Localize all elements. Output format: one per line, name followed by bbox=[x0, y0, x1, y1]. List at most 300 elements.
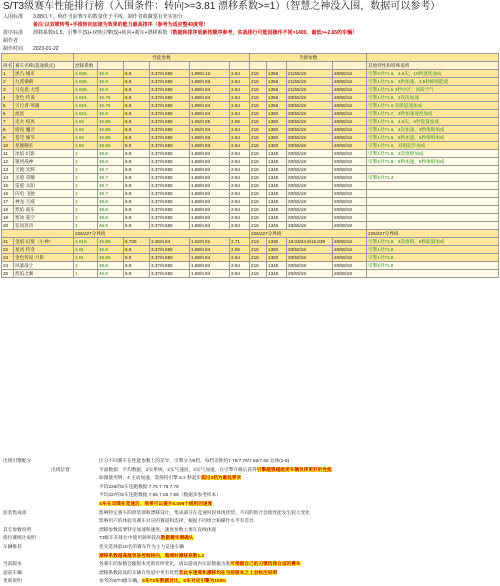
param-cell: 20/55/18 bbox=[287, 94, 333, 102]
param-cell: 1350 bbox=[267, 126, 287, 134]
param-cell: 1.018 bbox=[74, 238, 98, 246]
param-cell: 1355 bbox=[267, 94, 287, 102]
param-cell: 1.88/0.94 bbox=[190, 262, 230, 270]
param-cell: 2.64 bbox=[230, 134, 250, 142]
car-name-cell: 圣骑·荣耀 bbox=[14, 174, 74, 182]
table-row bbox=[2, 126, 499, 134]
param-cell: 6.9 bbox=[124, 70, 150, 78]
table-row bbox=[2, 94, 499, 102]
param-cell: 2.64 bbox=[230, 190, 250, 198]
param-cell: 1.025 bbox=[74, 70, 98, 78]
param-cell: 46.5 bbox=[98, 150, 124, 158]
note-line bbox=[1, 474, 499, 483]
param-cell: 216 bbox=[250, 150, 267, 158]
rank-cell: 25 bbox=[2, 270, 14, 278]
rank-cell: 24 bbox=[2, 262, 14, 270]
param-cell: 6.9 bbox=[124, 270, 150, 278]
param-cell: 20/50/18 bbox=[333, 238, 367, 246]
param-cell: 1345 bbox=[267, 166, 287, 174]
param-cell: 3.37/0.655 bbox=[150, 102, 190, 110]
param-cell: 6.9 bbox=[124, 262, 150, 270]
param-cell: 1350 bbox=[267, 142, 287, 150]
param-cell: 215 bbox=[250, 118, 267, 126]
param-cell: 2.64 bbox=[230, 142, 250, 150]
param-cell: 1.88/0.94 bbox=[190, 174, 230, 182]
note-text: T3级车在排位中使用频率较高 bbox=[99, 535, 161, 541]
column-header bbox=[333, 62, 367, 70]
param-cell: 2.64 bbox=[230, 206, 250, 214]
param-cell: 216 bbox=[250, 102, 267, 110]
param-cell: 20/55/18 bbox=[287, 126, 333, 134]
note-text: 影响用户的体验及赛车对应的赛道和选择，根据不同组合和操作水平有差异 bbox=[99, 518, 254, 524]
param-cell: 2.64 bbox=[230, 150, 250, 158]
meta-line bbox=[0, 45, 500, 53]
rank-cell: 12 bbox=[2, 158, 14, 166]
note-label: 排位赛统计说明 bbox=[3, 535, 36, 541]
param-cell: 21/55/19 bbox=[287, 86, 333, 94]
table-row bbox=[2, 262, 499, 270]
param-cell: 46.55 bbox=[98, 126, 124, 134]
table-row bbox=[2, 230, 499, 238]
param-cell: 215 bbox=[250, 142, 267, 150]
param-cell: 46.75 bbox=[98, 102, 124, 110]
param-cell: 1.88/0.94 bbox=[190, 110, 230, 118]
car-name-cell: 暗夜·魔刃 bbox=[14, 126, 74, 134]
car-name-cell: 苍穹·修罗 bbox=[14, 134, 74, 142]
table-row bbox=[2, 182, 499, 190]
car-name-cell: 流星 bbox=[14, 110, 74, 118]
param-cell: 6.9 bbox=[124, 110, 150, 118]
param-cell: 2.65 bbox=[230, 246, 250, 254]
param-cell: 1.01 bbox=[74, 254, 98, 262]
param-cell: 3.37/0.655 bbox=[150, 150, 190, 158]
car-name-cell: 天行者·英雄 bbox=[14, 102, 74, 110]
note-line bbox=[1, 509, 499, 518]
param-cell: 3.37/0.655 bbox=[150, 158, 190, 166]
meta-label: 入围标准 bbox=[3, 14, 24, 20]
meta-text: 2023-01-22 bbox=[33, 46, 59, 52]
param-cell: 6.9 bbox=[124, 118, 150, 126]
param-cell: 46.7 bbox=[98, 190, 124, 198]
header-group-blank bbox=[2, 54, 74, 62]
param-cell: 1.025 bbox=[74, 78, 98, 86]
param-cell: 3.35/0.64 bbox=[150, 238, 190, 246]
param-cell: 216 bbox=[250, 222, 267, 230]
separator-label: 226/227分界线 bbox=[250, 230, 367, 238]
param-cell: 20/55/18 bbox=[287, 214, 333, 222]
param-cell: 20/50/18 bbox=[333, 86, 367, 94]
param-cell: 20/55/18 bbox=[287, 158, 333, 166]
param-cell: 3.37/0.655 bbox=[150, 86, 190, 94]
car-name-cell: 冰焰·幻影 bbox=[14, 150, 74, 158]
rank-cell: 13 bbox=[2, 166, 14, 174]
param-cell: 1.88/0.94 bbox=[190, 166, 230, 174]
param-cell: 3.37/0.655 bbox=[150, 270, 190, 278]
param-cell: 1.88/0.94 bbox=[190, 158, 230, 166]
rank-cell: 9 bbox=[2, 134, 14, 142]
param-cell: 2.64 bbox=[230, 254, 250, 262]
param-cell: 1345 bbox=[267, 206, 287, 214]
note-label: 原装集成项 bbox=[3, 509, 27, 515]
rank-cell: 15 bbox=[2, 182, 14, 190]
note-text: 优先选择前10名的赛车作为主力竞速车辆 bbox=[99, 543, 184, 549]
note-highlight: 可根据自己的习惯选择合适的赛车 bbox=[230, 561, 301, 567]
param-cell: 6.9 bbox=[124, 174, 150, 182]
rank-cell: 10 bbox=[2, 142, 14, 150]
table-row bbox=[2, 254, 499, 262]
param-cell: 1.88/0.94 bbox=[190, 190, 230, 198]
param-cell: 1.01 bbox=[74, 246, 98, 254]
car-name-cell: 马克思·大型 bbox=[14, 86, 74, 94]
param-cell: 20/50/18 bbox=[333, 190, 367, 198]
separator-label: 226/227分界线 bbox=[367, 230, 499, 238]
note-text: 影响特定赛车的原装项和漂移设计，集成部分在竞速时段体现优势，不同的组合会使性能发生较大变化 bbox=[99, 509, 310, 515]
param-cell: 1350 bbox=[267, 246, 287, 254]
rank-cell: 8 bbox=[2, 126, 14, 134]
meta-text: 漂移系数x1.5，引擎平(S)+双喷引擎(S)+转向+刹车+漂移系数 bbox=[33, 30, 168, 36]
param-cell: 1.88/0.94 bbox=[190, 206, 230, 214]
param-cell: 20/55/18 bbox=[287, 206, 333, 214]
param-cell: 2.64 bbox=[230, 182, 250, 190]
param-cell: 20/50/18 bbox=[333, 182, 367, 190]
note-line bbox=[1, 552, 499, 561]
param-cell: 3.37/0.655 bbox=[150, 190, 190, 198]
table-row bbox=[2, 270, 499, 278]
param-cell: 1 bbox=[74, 190, 98, 198]
param-cell: 1.02 bbox=[74, 142, 98, 150]
table-row bbox=[2, 190, 499, 198]
param-cell: 6.9 bbox=[124, 102, 150, 110]
table-row bbox=[2, 238, 499, 246]
param-cell: 1.88/0.94 bbox=[190, 182, 230, 190]
car-name-cell: 狂风怒涛 bbox=[14, 222, 74, 230]
param-cell: 20/55/18 bbox=[287, 118, 333, 126]
note-cell: 引擎1对71.7，3秒加速速度加成 bbox=[367, 110, 499, 118]
note-cell: 引擎1对71.5 3秒中区，回转空气 bbox=[367, 86, 499, 94]
param-cell: 6.9 bbox=[124, 134, 150, 142]
param-cell: 20/55/18 bbox=[287, 134, 333, 142]
column-header: 排名 bbox=[3, 63, 13, 68]
note-highlight: 数据需实测确认 bbox=[160, 535, 194, 541]
param-cell: 20/50/18 bbox=[333, 198, 367, 206]
param-cell: 1.02 bbox=[74, 126, 98, 134]
param-cell: 20/50/18 bbox=[333, 110, 367, 118]
rank-cell: 23 bbox=[2, 254, 14, 262]
note-label: 车辆推荐 bbox=[3, 543, 22, 549]
header-group-feel: 手感参数 bbox=[250, 54, 367, 62]
param-cell: 1345 bbox=[267, 174, 287, 182]
column-header bbox=[230, 62, 250, 70]
param-cell: 6.9 bbox=[124, 246, 150, 254]
note-line bbox=[1, 500, 499, 509]
car-name-cell: 寒冰·裂空 bbox=[14, 214, 74, 222]
param-cell: 46.6 bbox=[98, 262, 124, 270]
param-cell: 46.7 bbox=[98, 182, 124, 190]
param-cell: 46.65 bbox=[98, 254, 124, 262]
param-cell: 20/50/18 bbox=[287, 254, 333, 262]
param-cell: 6.9 bbox=[124, 150, 150, 158]
param-cell: 3.37/0.655 bbox=[150, 246, 190, 254]
note-cell bbox=[367, 214, 499, 222]
note-text: 漂移系数较高的车辆在弯道中更有优势 bbox=[99, 569, 179, 575]
param-cell: 2.64 bbox=[230, 70, 250, 78]
table-row bbox=[2, 142, 499, 150]
param-cell: 20/50/18 bbox=[333, 262, 367, 270]
param-cell: 1.99/0.94 bbox=[190, 102, 230, 110]
param-cell: 20/50/18 bbox=[333, 270, 367, 278]
ranking-table bbox=[1, 53, 499, 278]
meta-lines bbox=[0, 13, 500, 53]
param-cell: 20/55/18 bbox=[287, 222, 333, 230]
param-cell: 1 bbox=[74, 150, 98, 158]
note-cell: 引擎1对71.5，5秒加速，5秒推喷加成 bbox=[367, 134, 499, 142]
table-row bbox=[2, 214, 499, 222]
separator-label: 226/227分界线 bbox=[74, 230, 250, 238]
param-cell: 20/50/18 bbox=[287, 270, 333, 278]
param-cell: 1350 bbox=[267, 134, 287, 142]
param-cell: 3.37/0.655 bbox=[150, 254, 190, 262]
param-cell: 6.9 bbox=[124, 254, 150, 262]
note-highlight: 超过3档为最低要求 bbox=[201, 475, 242, 481]
note-text: 平均227的S车连跑数据 7.65 7.65 7.65（数据多参考样本） bbox=[99, 492, 221, 498]
param-cell: 46.6 bbox=[98, 246, 124, 254]
car-name-cell: 炎火·疾风 bbox=[14, 118, 74, 126]
note-text: 如图使用例：4 主动加速、需保持引擎 5.2 秒起步 bbox=[99, 475, 202, 481]
param-cell: 216 bbox=[250, 206, 267, 214]
rank-cell: 17 bbox=[2, 198, 14, 206]
column-header bbox=[124, 62, 150, 70]
param-cell: 1350 bbox=[267, 254, 287, 262]
param-cell: 216 bbox=[250, 110, 267, 118]
param-cell: 20/50/18 bbox=[333, 254, 367, 262]
note-text: 漂移参数需要特定加速和速度，速度参数主要在直线体现 bbox=[99, 526, 217, 532]
param-cell: 216 bbox=[250, 254, 267, 262]
note-cell bbox=[367, 198, 499, 206]
header-column-row bbox=[2, 62, 499, 70]
param-cell: 1345 bbox=[267, 158, 287, 166]
rank-cell: 4 bbox=[2, 94, 14, 102]
param-cell: 20/50/18 bbox=[333, 246, 367, 254]
param-cell: 46.55 bbox=[98, 118, 124, 126]
note-cell: 引擎1对71.6 双喷提速加成 bbox=[367, 102, 499, 110]
table-row bbox=[2, 86, 499, 94]
note-line bbox=[1, 491, 499, 500]
note-highlight: S车T3车数据对比，S车对应引擎为100% bbox=[141, 578, 227, 584]
meta-highlight: 备注:以双喷转弯+手推转向加速为效果的能力最高排序（参考为适应整40度弯） bbox=[33, 22, 209, 28]
rank-cell: 19 bbox=[2, 214, 14, 222]
param-cell: 1.88/0.94 bbox=[190, 86, 230, 94]
param-cell: 46.9 bbox=[98, 86, 124, 94]
param-cell: 1345 bbox=[267, 222, 287, 230]
note-cell bbox=[367, 222, 499, 230]
rank-cell: 14 bbox=[2, 174, 14, 182]
param-cell: 1.88/0.94 bbox=[190, 222, 230, 230]
param-cell: 20/50/18 bbox=[333, 142, 367, 150]
param-cell: 20/50/18 bbox=[333, 166, 367, 174]
note-highlight: 若此车速度和漂移均在当前版本之上会标注说明 bbox=[178, 569, 278, 575]
table-row bbox=[2, 70, 499, 78]
param-cell: 3.37/0.655 bbox=[150, 126, 190, 134]
param-cell: 20/50/18 bbox=[333, 118, 367, 126]
param-cell: 20/55/18 bbox=[287, 142, 333, 150]
note-cell: 引擎1对71.6，3次加速，3秒推喷加成 bbox=[367, 126, 499, 134]
note-cell bbox=[367, 270, 499, 278]
param-cell: 3.37/0.655 bbox=[150, 174, 190, 182]
param-cell: 1 bbox=[74, 206, 98, 214]
param-cell: 1.88/0.94 bbox=[190, 246, 230, 254]
param-cell: 1.88/0.94 bbox=[190, 150, 230, 158]
param-cell: 20/50/18 bbox=[333, 174, 367, 182]
param-cell: 3.37/0.655 bbox=[150, 134, 190, 142]
param-cell: 6.9 bbox=[124, 222, 150, 230]
meta-line bbox=[0, 13, 500, 21]
param-cell: 20/50/18 bbox=[333, 134, 367, 142]
param-cell: 1345 bbox=[267, 182, 287, 190]
meta-label: 排序标准 bbox=[3, 30, 24, 36]
param-cell: 215 bbox=[250, 126, 267, 134]
param-cell: 2.64 bbox=[230, 270, 250, 278]
param-cell: 1 bbox=[74, 222, 98, 230]
rank-cell: 5 bbox=[2, 102, 14, 110]
car-name-cell: 烈焰·战车 bbox=[14, 206, 74, 214]
param-cell: 20/55/18 bbox=[287, 166, 333, 174]
param-cell: 20/50/18 bbox=[333, 222, 367, 230]
param-cell: 2.64 bbox=[230, 102, 250, 110]
param-cell: 1 bbox=[74, 270, 98, 278]
param-cell: 1.024 bbox=[74, 94, 98, 102]
param-cell: 2.64 bbox=[230, 166, 250, 174]
param-cell: 216 bbox=[250, 190, 267, 198]
rank-cell: 6 bbox=[2, 110, 14, 118]
param-cell: 6.9 bbox=[124, 78, 150, 86]
note-line bbox=[1, 517, 499, 526]
column-header-notes: 其他特性和特殊说明 bbox=[367, 62, 499, 70]
param-cell: 1.88/0.94 bbox=[190, 270, 230, 278]
param-cell: 46.9 bbox=[98, 78, 124, 86]
column-header bbox=[150, 62, 190, 70]
rank-cell: 20 bbox=[2, 222, 14, 230]
car-name-cell: 银河战神 bbox=[14, 158, 74, 166]
note-cell bbox=[367, 166, 499, 174]
note-cell: 引擎1对71.6，3次推喷加成 bbox=[367, 150, 499, 158]
note-line bbox=[1, 526, 499, 535]
note-label: 当前版本 bbox=[3, 561, 22, 567]
param-cell: 2.64 bbox=[230, 222, 250, 230]
meta-text: 3.88以下，称作当前赛车的数量优于平线，制作者收藏要有充实加分 bbox=[33, 14, 183, 20]
param-cell: 3.37/0.655 bbox=[150, 262, 190, 270]
param-cell: 1345 bbox=[267, 190, 287, 198]
param-cell: 46.6 bbox=[98, 270, 124, 278]
note-cell: 引擎1对71.8，3次次加速 bbox=[367, 94, 499, 102]
param-cell: 3.37/0.655 bbox=[150, 118, 190, 126]
param-cell: 215 bbox=[250, 134, 267, 142]
note-cell: 引擎1对71.4 bbox=[367, 174, 499, 182]
table-row bbox=[2, 102, 499, 110]
param-cell: 216 bbox=[250, 94, 267, 102]
param-cell: 2.64 bbox=[230, 110, 250, 118]
car-name-cell: 闪电·飞驰 bbox=[14, 190, 74, 198]
car-name-cell: 雷霆·太阳 bbox=[14, 182, 74, 190]
param-cell: 216 bbox=[250, 182, 267, 190]
param-cell: 1345 bbox=[267, 270, 287, 278]
note-cell: 引擎1对71.8 bbox=[367, 246, 499, 254]
param-cell: 3.37/0.655 bbox=[150, 214, 190, 222]
param-cell: 46.7 bbox=[98, 166, 124, 174]
param-cell: 1.92/0.01 bbox=[190, 238, 230, 246]
param-cell: 3.37/0.655 bbox=[150, 222, 190, 230]
table-row bbox=[2, 118, 499, 126]
param-cell: 2.71 bbox=[230, 238, 250, 246]
param-cell: 46.7 bbox=[98, 174, 124, 182]
table-row bbox=[2, 78, 499, 86]
column-header bbox=[287, 62, 333, 70]
rank-cell: 7 bbox=[2, 118, 14, 126]
car-name-cell: 金焰·幻境（小神） bbox=[14, 238, 74, 246]
rank-cell: 18 bbox=[2, 206, 14, 214]
meta-line bbox=[0, 37, 500, 45]
param-cell: 1345 bbox=[267, 198, 287, 206]
rank-cell: 1 bbox=[2, 70, 14, 78]
param-cell: 45.55 bbox=[98, 238, 124, 246]
note-cell: 引擎1对71.8，5秒加速，5秒推喷加成 bbox=[367, 158, 499, 166]
param-cell: 1355 bbox=[267, 86, 287, 94]
meta-highlight: （数据和排序更新按顺序参考，实战排行可能因操作不同>1400、最低>+2.65的车辆） bbox=[167, 30, 358, 36]
param-cell: 3.37/0.655 bbox=[150, 78, 190, 86]
param-cell: 3.37/0.655 bbox=[150, 70, 190, 78]
param-cell: 1.99/0.12 bbox=[190, 70, 230, 78]
table-row bbox=[2, 246, 499, 254]
note-line bbox=[1, 569, 499, 578]
param-cell: 1355 bbox=[267, 70, 287, 78]
car-name-cell: 黑鸟·城市 bbox=[14, 70, 74, 78]
param-cell: 46.6 bbox=[98, 222, 124, 230]
note-cell bbox=[367, 206, 499, 214]
param-cell: 2.65 bbox=[230, 118, 250, 126]
note-label: 其它参数说明 bbox=[3, 526, 32, 532]
separator-blank bbox=[2, 230, 74, 238]
param-cell: 2.64 bbox=[230, 94, 250, 102]
param-cell: 3.37/0.655 bbox=[150, 182, 190, 190]
header-group-performance: 性能参数 bbox=[74, 54, 250, 62]
param-cell: 6.9 bbox=[124, 94, 150, 102]
note-cell: 引擎1对71.8，3次推喷，5秒能量加成 bbox=[367, 238, 499, 246]
param-cell: 20/50/18 bbox=[333, 126, 367, 134]
param-cell: 2.64 bbox=[230, 86, 250, 94]
param-cell: 216 bbox=[250, 270, 267, 278]
car-name-cell: 星河·传奇 bbox=[14, 246, 74, 254]
table-row bbox=[2, 198, 499, 206]
param-cell: 1 bbox=[74, 166, 98, 174]
param-cell: 216 bbox=[250, 86, 267, 94]
param-cell: 1.88/0.94 bbox=[190, 254, 230, 262]
column-header bbox=[267, 62, 287, 70]
header-group-notes bbox=[367, 54, 499, 62]
param-cell: 3.37/0.655 bbox=[150, 206, 190, 214]
param-cell: 216 bbox=[250, 174, 267, 182]
param-cell: 20/50/18 bbox=[333, 102, 367, 110]
param-cell: 1335 bbox=[267, 238, 287, 246]
param-cell: 1 bbox=[74, 158, 98, 166]
note-line bbox=[1, 543, 499, 552]
car-name-cell: 星舰舰长 bbox=[14, 142, 74, 150]
note-text: 参考的S/T3级车辆， bbox=[99, 578, 142, 584]
rank-cell: 16 bbox=[2, 190, 14, 198]
header-group-row bbox=[2, 54, 499, 62]
param-cell: 6.9 bbox=[124, 190, 150, 198]
param-cell: 46.55 bbox=[98, 134, 124, 142]
car-name-cell: 天使·光辉 bbox=[14, 166, 74, 174]
param-cell: 1350 bbox=[267, 118, 287, 126]
